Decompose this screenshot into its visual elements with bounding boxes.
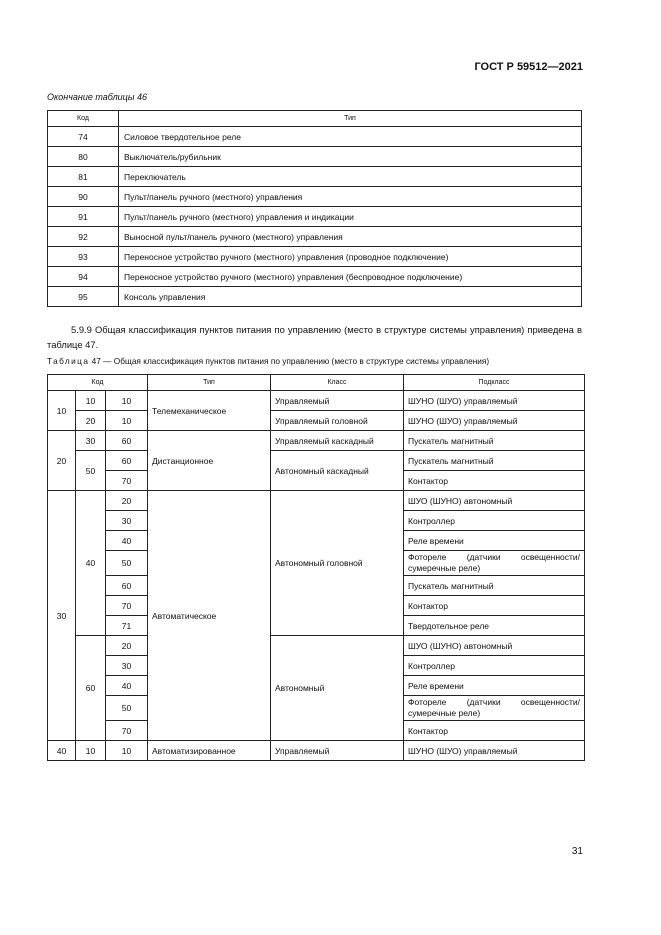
subclass-cell: Контактор (404, 471, 585, 491)
col-header-class: Класс (271, 375, 404, 391)
code-level3: 40 (106, 676, 148, 696)
type-cell: Выносной пульт/панель ручного (местного) управления (119, 227, 582, 247)
table-row (48, 636, 585, 656)
type-cell: Автоматизированное (148, 741, 271, 761)
code-level3: 50 (106, 551, 148, 576)
code-level3: 20 (106, 636, 148, 656)
code-level3: 30 (106, 511, 148, 531)
table-row (48, 451, 585, 471)
subclass-cell: Реле времени (404, 531, 585, 551)
code-level3: 60 (106, 576, 148, 596)
type-cell: Пульт/панель ручного (местного) управления (119, 187, 582, 207)
table-row (48, 247, 582, 267)
caption-rest: 47 — Общая классификация пунктов питания по управлению (место в структуре системы управления) (89, 356, 490, 366)
class-cell: Управляемый (271, 741, 404, 761)
code-level3: 70 (106, 471, 148, 491)
code-level3: 50 (106, 696, 148, 721)
code-level3: 71 (106, 616, 148, 636)
class-cell: Управляемый каскадный (271, 431, 404, 451)
subclass-cell: Пускатель магнитный (404, 451, 585, 471)
class-cell: Управляемый (271, 391, 404, 411)
code-level3: 10 (106, 411, 148, 431)
page-number: 31 (571, 846, 583, 857)
subclass-cell: Реле времени (404, 676, 585, 696)
col-header-subclass: Подкласс (404, 375, 585, 391)
type-cell: Автоматическое (148, 491, 271, 741)
table-row (48, 207, 582, 227)
code-level2: 30 (76, 431, 106, 451)
class-cell: Автономный каскадный (271, 451, 404, 491)
code-cell: 92 (48, 227, 119, 247)
table-row (48, 287, 582, 307)
type-cell: Переключатель (119, 167, 582, 187)
caption-prefix: Таблица (47, 356, 90, 366)
class-cell: Автономный (271, 636, 404, 741)
code-level1: 10 (48, 391, 76, 431)
col-header-code: Код (48, 111, 119, 127)
table-row (48, 491, 585, 511)
class-cell: Управляемый головной (271, 411, 404, 431)
table-row (48, 391, 585, 411)
subclass-cell: ШУНО (ШУО) управляемый (404, 741, 585, 761)
type-cell: Телемеханическое (148, 391, 271, 431)
col-header-code: Код (48, 375, 148, 391)
col-header-type: Тип (148, 375, 271, 391)
subclass-cell: ШУНО (ШУО) управляемый (404, 391, 585, 411)
class-cell: Автономный головной (271, 491, 404, 636)
paragraph-5-9-9 (47, 322, 582, 352)
table-row (48, 167, 582, 187)
code-level3: 70 (106, 596, 148, 616)
paragraph-text: 5.9.9 Общая классификация пунктов питания по управлению (место в структуре системы управления) приведена в таблице 47. (47, 324, 582, 350)
code-cell: 74 (48, 127, 119, 147)
code-level3: 20 (106, 491, 148, 511)
table-row (48, 147, 582, 167)
table47-caption (47, 356, 489, 366)
code-cell: 80 (48, 147, 119, 167)
subclass-cell: Контроллер (404, 511, 585, 531)
code-level3: 40 (106, 531, 148, 551)
type-cell: Силовое твердотельное реле (119, 127, 582, 147)
table-row (48, 127, 582, 147)
code-level2: 60 (76, 636, 106, 741)
type-cell: Переносное устройство ручного (местного) управления (проводное подключение) (119, 247, 582, 267)
code-cell: 94 (48, 267, 119, 287)
code-level2: 20 (76, 411, 106, 431)
code-level2: 50 (76, 451, 106, 491)
code-level2: 40 (76, 491, 106, 636)
code-level3: 30 (106, 656, 148, 676)
code-cell: 81 (48, 167, 119, 187)
subclass-cell: Контроллер (404, 656, 585, 676)
type-cell: Консоль управления (119, 287, 582, 307)
code-level3: 10 (106, 391, 148, 411)
code-cell: 90 (48, 187, 119, 207)
table-row (48, 411, 585, 431)
code-level3: 70 (106, 721, 148, 741)
code-cell: 93 (48, 247, 119, 267)
subclass-cell: Твердотельное реле (404, 616, 585, 636)
col-header-type: Тип (119, 111, 582, 127)
table-row (48, 187, 582, 207)
table-row (48, 431, 585, 451)
table-row (48, 227, 582, 247)
subclass-cell: ШУО (ШУНО) автономный (404, 636, 585, 656)
code-level3: 10 (106, 741, 148, 761)
subclass-cell: ШУО (ШУНО) автономный (404, 491, 585, 511)
code-level1: 40 (48, 741, 76, 761)
standard-header: ГОСТ Р 59512—2021 (474, 61, 583, 73)
code-level2: 10 (76, 741, 106, 761)
subclass-cell: Контактор (404, 596, 585, 616)
table-row (48, 267, 582, 287)
type-cell: Пульт/панель ручного (местного) управления и индикации (119, 207, 582, 227)
code-level3: 60 (106, 451, 148, 471)
table-46 (47, 110, 582, 307)
code-level2: 10 (76, 391, 106, 411)
table-row (48, 741, 585, 761)
table-47 (47, 374, 585, 761)
subclass-cell: Контактор (404, 721, 585, 741)
code-cell: 95 (48, 287, 119, 307)
code-level1: 20 (48, 431, 76, 491)
subclass-cell: ШУНО (ШУО) управляемый (404, 411, 585, 431)
type-cell: Переносное устройство ручного (местного) управления (беспроводное подключение) (119, 267, 582, 287)
table46-caption: Окончание таблицы 46 (47, 92, 147, 102)
subclass-cell: Пускатель магнитный (404, 431, 585, 451)
type-cell: Дистанционное (148, 431, 271, 491)
type-cell: Выключатель/рубильник (119, 147, 582, 167)
subclass-cell: Пускатель магнитный (404, 576, 585, 596)
code-level3: 60 (106, 431, 148, 451)
subclass-cell: Фотореле (датчики освещенности/ сумеречные реле) (404, 551, 585, 576)
code-cell: 91 (48, 207, 119, 227)
subclass-cell: Фотореле (датчики освещенности/ сумеречные реле) (404, 696, 585, 721)
code-level1: 30 (48, 491, 76, 741)
